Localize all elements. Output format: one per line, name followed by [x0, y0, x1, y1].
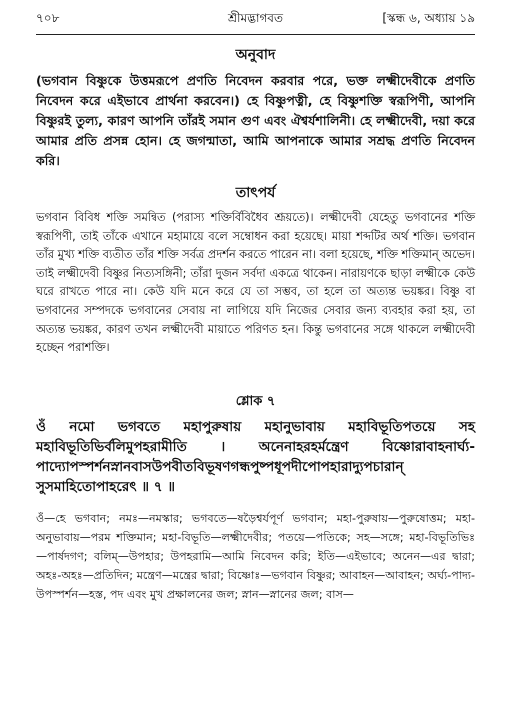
verse-heading: শ্লোক ৭ [235, 393, 276, 409]
purport-text: ভগবান বিবিধ শক্তি সমন্বিত (পরাস্য শক্তির্বিবিধৈব শ্রূয়তে)। লক্ষ্মীদেবী যেহেতু ভগবানের শক্তি স্বরূপিণী, তাই তাঁকে এখানে মহামায়ে বলে সম্বোধন করা হয়েছে। মায়া শব্দটির অর্থ শক্তি। ভগবান তাঁর মুখ্য শক্তি ব্যতীত তাঁর শক্তি সর্বত্র প্রদর্শন করতে পারেন না। বলা হয়েছে, শক্তি শক্তিমান্ অভেদ। তাই লক্ষ্মীদেবী বিষ্ণুর নিত্যসঙ্গিনী; তাঁরা দুজন সর্বদা একত্রে থাকেন। নারায়ণকে ছাড়া লক্ষ্মীকে কেউ ঘরে রাখতে পারে না। কেউ যদি মনে করে যে তা সম্ভব, তা হলে তা অত্যন্ত ভয়ঙ্কর। বিষ্ণু বা ভগবানের সম্পদকে ভগবানের সেবায় না লাগিয়ে যদি নিজের সেবার জন্য ব্যবহার করা হয়, তা অত্যন্ত ভয়ঙ্কর, কারণ তখন লক্ষ্মীদেবী মায়াতে পরিণত হন। কিন্তু ভগবানের সঙ্গে থাকলে লক্ষ্মীদেবী হচ্ছেন পরাশক্তি। [36, 211, 475, 355]
canto-chapter-label: [স্কন্ধ ৬, অধ্যায় ১৯ [382, 11, 475, 25]
word-for-word-synonyms: ওঁ—হে ভগবান; নমঃ—নমস্কার; ভগবতে—ষড়ৈশ্বর্যপূর্ণ ভগবান; মহা-পুরুষায়—পুরুষোত্তম; মহা-অনুভাবায়—পরম শক্তিমান; মহা-বিভূতি—লক্ষ্মীদেবীর; পতয়ে—পতিকে; সহ—সঙ্গে; মহা-বিভূতিভিঃ—পার্ষদগণ; বলিম্—উপহার; উপহরামি—আমি নিবেদন করি; ইতি—এইভাবে; অনেন—এর দ্বারা; অহঃ-অহঃ—প্রতিদিন; মন্ত্রেণ—মন্ত্রের দ্বারা; বিষ্ণোঃ—ভগবান বিষ্ণুর; আবাহন—আবাহন; অর্ঘ্য-পাদ্য-উপস্পর্শন—হস্ত, পদ এবং মুখ প্রক্ষালনের জল; স্নান—স্নানের জল; বাস— [36, 511, 475, 601]
purport-section [36, 209, 475, 358]
book-title: শ্রীমদ্ভাগবত [227, 11, 283, 25]
purport-heading: তাৎপর্য [235, 185, 276, 201]
translation-heading: অনুবাদ [235, 47, 276, 63]
running-header [36, 0, 475, 34]
verse-text: ওঁ নমো ভগবতে মহাপুরুষায় মহানুভাবায় মহাবিভূতিপতয়ে সহ মহাবিভূতিভির্বলিমুপহরামীতি । অনেনাহরহর্মন্ত্রেণ বিষ্ণোরাবাহনার্ঘ্য-পাদ্যোপস্পর্শনস্নানবাসউপবীতবিভূষণগন্ধপুষ্পধূপদীপোপহারাদ্যুপচারান্ সুসমাহিতোপাহরেৎ ॥ ৭ ॥ [36, 418, 475, 495]
translation-text: (ভগবান বিষ্ণুকে উত্তমরূপে প্রণতি নিবেদন করবার পরে, ভক্ত লক্ষ্মীদেবীকে প্রণতি নিবেদন করে এইভাবে প্রার্থনা করবেন।) হে বিষ্ণুপত্নী, হে বিষ্ণুশক্তি স্বরূপিণী, আপনি বিষ্ণুরই তুল্য, কারণ আপনি তাঁরই সমান গুণ এবং ঐশ্বর্যশালিনী। হে লক্ষ্মীদেবী, দয়া করে আমার প্রতি প্রসন্ন হোন। হে জগন্মাতা, আমি আপনাকে আমার সশ্রদ্ধ প্রণতি নিবেদন করি। [36, 73, 475, 168]
header-rule [36, 34, 475, 35]
page-number: ৭০৮ [36, 11, 60, 25]
